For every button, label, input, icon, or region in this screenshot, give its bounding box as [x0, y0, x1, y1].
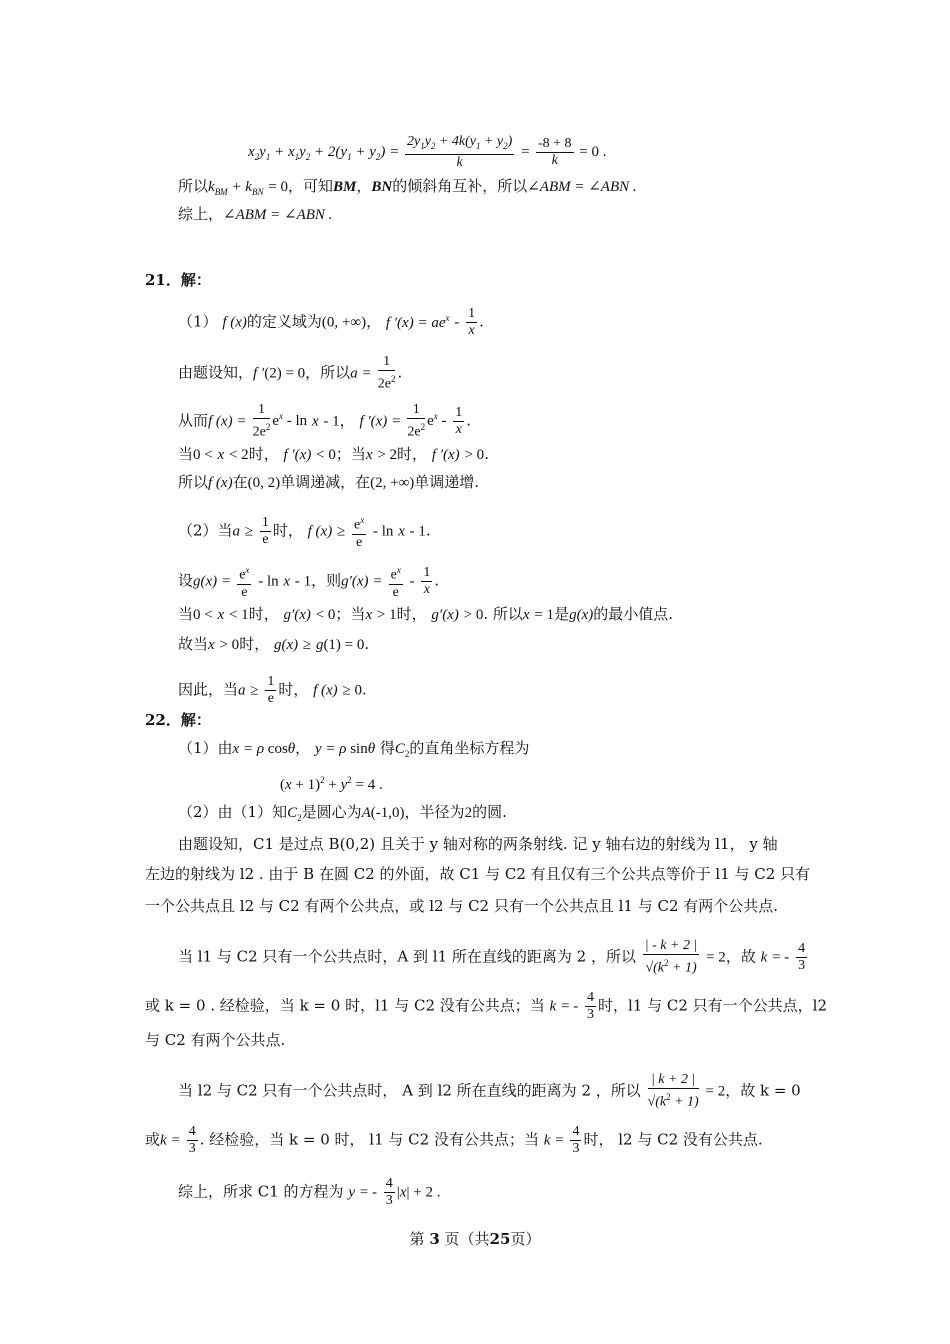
q21-part2-g-nonneg: 故当x > 0时， g(x) ≥ g(1) = 0.	[178, 635, 370, 653]
page-total: 25	[489, 1230, 511, 1248]
page-number: 3	[429, 1230, 440, 1248]
q21-part1-sign: 当0 < x < 2时， f ′(x) < 0；当x > 2时， f ′(x) > 0.	[178, 445, 489, 463]
q21-part1-derive-a: 由题设知，f ′(2) = 0，所以a = $\frac{1}{2e^2}$ .	[178, 354, 403, 392]
q22-part1: （1）由x = ρ cosθ， y = ρ sinθ 得$C_2$的直角坐标方程为	[178, 739, 530, 759]
q22-circle-equation: $(x + 1)^2 + y^2 = 4$ .	[280, 775, 383, 793]
q22-paragraph3-line2: 或k = $\frac{4}{3}$ . 经检验，当 k = 0 时， l1 与 C2 没有公共点；当 k = $\frac{4}{3}$ 时， l2 与 C2 没有公共点.	[145, 1124, 763, 1156]
conclusion-slopes: 所以$k_{BM} + k_{BN} = 0$，可知BM，BN的倾斜角互补，所以∠ABM = ∠ABN .	[178, 177, 637, 197]
q21-heading: 21．解：	[145, 271, 211, 289]
q22-paragraph3-line1: 当 l2 与 C2 只有一个公共点时， A 到 l2 所在直线的距离为 2 ，所以 $\frac{| k + 2 |}{√(k^2 + 1)}$ = 2，故 k = 0	[178, 1072, 801, 1110]
q22-paragraph2-line3: 与 C2 有两个公共点.	[145, 1031, 286, 1049]
q21-part2-define-g: 设g(x) = $\frac{e^x}{e}$ - ln x - 1，则g′(x) = $\frac{e^x}{e}$ - $\frac{1}{x}$ .	[178, 562, 439, 601]
q22-part2-intro: （2）由（1）知$C_2$是圆心为A(-1,0)，半径为2的圆.	[178, 803, 507, 823]
q21-part2-conclusion: 因此，当a ≥ $\frac{1}{e}$ 时， f (x) ≥ 0.	[178, 674, 367, 706]
equation-sum-slopes: $x_2y_1 + x_1y_2 + 2(y_1 + y_2)$ = $\frac{2y_1y_2 + 4k(y_1 + y_2)}{k}$ = $\frac{-8 + 8}{k}$ = 0 .	[248, 134, 607, 170]
q22-paragraph2-line1: 当 l1 与 C2 只有一个公共点时，A 到 l1 所在直线的距离为 2 ，所以 $\frac{| - k + 2 |}{√(k^2 + 1)}$ = 2，故 k = - $\frac{4}{3}$	[178, 938, 806, 976]
summary-line: 综上，∠ABM = ∠ABN .	[178, 205, 333, 223]
page-footer: 第 3 页（共25页）	[409, 1230, 541, 1248]
q22-paragraph1-line1: 由题设知，C1 是过点 B(0,2) 且关于 y 轴对称的两条射线. 记 y 轴右边的射线为 l1， y 轴	[178, 835, 778, 853]
q22-heading: 22．解：	[145, 711, 211, 729]
q22-paragraph1-line3: 一个公共点且 l2 与 C2 有两个公共点，或 l2 与 C2 只有一个公共点且 l1 与 C2 有两个公共点.	[145, 897, 779, 915]
q21-part1-formula: 从而f (x) = $\frac{1}{2e^2}$ $e^x$ - ln x - 1， f ′(x) = $\frac{1}{2e^2}$ $e^x$ - $\frac{1}{x}$ .	[178, 402, 472, 440]
q22-paragraph2-line2: 或 k = 0 . 经检验，当 k = 0 时，l1 与 C2 没有公共点；当 k = - $\frac{4}{3}$ 时，l1 与 C2 只有一个公共点，l2	[145, 990, 828, 1022]
q21-part1-monotonic: 所以f (x)在(0, 2)单调递减，在(2, +∞)单调递增.	[178, 473, 480, 491]
q22-paragraph1-line2: 左边的射线为 l2 . 由于 B 在圆 C2 的外面，故 C1 与 C2 有且仅有三个公共点等价于 l1 与 C2 只有	[145, 865, 811, 883]
q21-part2-min-point: 当0 < x < 1时， g′(x) < 0；当x > 1时， g′(x) > 0. 所以x = 1是g(x)的最小值点.	[178, 605, 674, 623]
q22-final-answer: 综上，所求 C1 的方程为 y = - $\frac{4}{3}$ |x| + 2 .	[178, 1176, 441, 1208]
q21-part2-bound: （2）当a ≥ $\frac{1}{e}$ 时， f (x) ≥ $\frac{e^x}{e}$ - ln x - 1.	[178, 512, 431, 551]
q21-part1-domain: （1） f (x)的定义域为(0, +∞)， f $'(x) = ae^x$ - $\frac{1}{x}$ .	[178, 306, 484, 338]
